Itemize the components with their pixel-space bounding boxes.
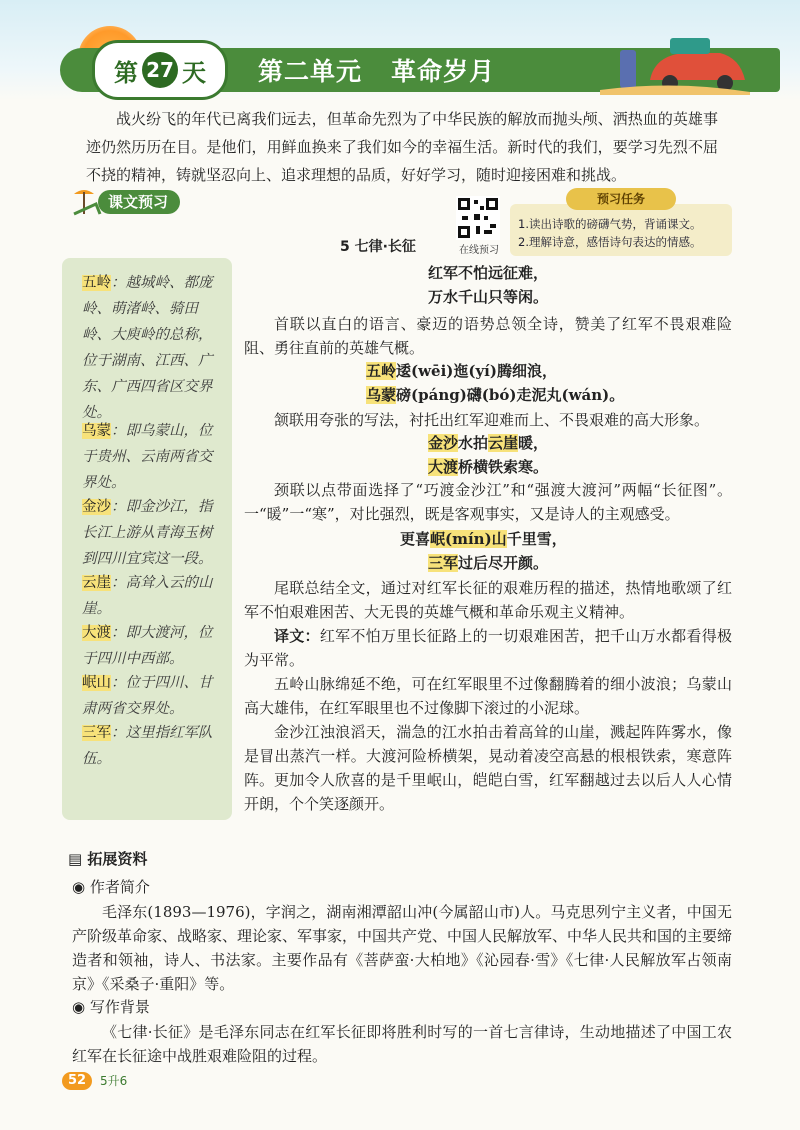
poem-keyword: 金沙	[428, 434, 459, 452]
background-subheading-text: 写作背景	[89, 998, 150, 1016]
section-tag-preview	[70, 188, 208, 218]
translation-paragraph: 更加令人欣喜的是千里岷山，皑皑白雪，红军翻越过去以后人人心情开朗，个个笑逐颜开。	[244, 771, 732, 813]
poem-line-text: 更喜	[400, 530, 431, 548]
poem-keyword: 岷(mín)山	[430, 530, 507, 548]
author-subheading	[72, 876, 150, 897]
page-number: 52	[62, 1072, 92, 1090]
poem-line-text: 磅(páng)礴(bó)走泥丸(wán)。	[396, 386, 625, 404]
section-label: 课文预习	[98, 190, 180, 214]
poem-keyword: 大渡	[428, 458, 459, 476]
poem-line-text: 水拍	[458, 434, 489, 452]
note-text: ：即金沙江，指长江上游从青海玉树到四川宜宾这一段。	[82, 499, 213, 567]
poem-line: 万水千山只等闲。	[428, 288, 549, 306]
preview-task-body	[510, 204, 732, 256]
note-text: ：这里指红军队伍。	[82, 725, 213, 767]
pen-icon: ◉	[72, 998, 90, 1016]
annotation-sidebar	[62, 258, 232, 820]
commentary: 尾联总结全文，通过对红军长征的艰难历程的描述，热情地歌颂了红军不怕艰难困苦、大无畏的英雄气概和革命乐观主义精神。	[244, 579, 732, 621]
extension-heading	[68, 848, 147, 869]
note-text: ：即乌蒙山，位于贵州、云南两省交界处。	[82, 423, 213, 491]
note-text: ：越城岭、都庞岭、萌渚岭、骑田岭、大庾岭的总称，位于湖南、江西、广东、广西四省区交界处。	[82, 275, 213, 421]
note-item	[82, 570, 222, 622]
note-item	[82, 418, 222, 496]
poem-line	[366, 360, 557, 381]
background-subheading	[72, 996, 150, 1017]
commentary: 颔联用夸张的写法，衬托出红军迎难而上、不畏艰难的高大形象。	[274, 411, 710, 429]
qr-label: 在线预习	[459, 245, 499, 256]
note-text: ：位于四川、甘肃两省交界处。	[82, 675, 213, 717]
day-suffix: 天	[182, 58, 206, 87]
note-term: 五岭	[82, 275, 111, 291]
translation-paragraph: 五岭山脉绵延不绝，可在红军眼里不过像翻腾着的细小波浪；乌蒙山高大雄伟，在红军眼里也不过像脚下滚过的小泥球。	[244, 675, 732, 717]
poem-line: 红军不怕远征难，	[428, 264, 549, 282]
poem-line-text: 千里雪，	[506, 530, 567, 548]
day-number: 27	[142, 52, 178, 88]
preview-task-item: 2.理解诗意，感悟诗句表达的情感。	[518, 235, 702, 249]
translation-text: 红军不怕万里长征路上的一切艰难困苦，把千山万水都看得极为平常。	[244, 627, 732, 669]
note-text: ：即大渡河，位于四川中西部。	[82, 625, 213, 667]
document-icon: ▤	[68, 850, 88, 868]
poem-line	[366, 384, 624, 405]
preview-task-box	[510, 192, 732, 258]
poem-line	[400, 528, 567, 549]
travel-car-illustration	[600, 20, 750, 95]
poem-line	[428, 456, 548, 477]
translation-label: 译文：	[274, 627, 320, 645]
commentary: 首联以直白的语言、豪迈的语势总领全诗，赞美了红军不畏艰难险阻、勇往直前的英雄气概。	[244, 315, 732, 357]
poem-keyword: 五岭	[366, 362, 397, 380]
note-item	[82, 620, 222, 672]
note-term: 乌蒙	[82, 423, 111, 439]
note-text: ：高耸入云的山崖。	[82, 575, 213, 617]
note-term: 三军	[82, 725, 111, 741]
poem-title: 5 七律·长征	[340, 239, 416, 255]
person-icon: ◉	[72, 878, 90, 896]
note-item	[82, 270, 222, 426]
day-badge	[92, 40, 228, 100]
poem-line-text: 逶(wēi)迤(yí)腾细浪，	[396, 362, 557, 380]
qr-code-icon[interactable]	[456, 196, 500, 240]
poem-keyword: 乌蒙	[366, 386, 397, 404]
commentary: 颈联以点带面选择了“巧渡金沙江”和“强渡大渡河”两幅“长征图”。一“暖”一“寒”，对比强烈，既是客观事实，又是诗人的主观感受。	[244, 481, 732, 523]
translation-paragraph	[244, 624, 732, 672]
extension-heading-text: 拓展资料	[87, 850, 148, 868]
note-term: 金沙	[82, 499, 111, 515]
poem-keyword: 三军	[428, 554, 459, 572]
preview-task-title: 预习任务	[566, 188, 676, 210]
translation-paragraph: 金沙江浊浪滔天，湍急的江水拍击着高耸的山崖，溅起阵阵雾水，像是冒出蒸汽一样。大渡河险桥横架，晃动着凌空高悬的根根铁索，寒意阵阵。	[244, 723, 732, 789]
intro-paragraph: 战火纷飞的年代已离我们远去，但革命先烈为了中华民族的解放而抛头颅、洒热血的英雄事迹仍然历历在目。是他们，用鲜血换来了我们如今的幸福生活。新时代的我们，要学习先烈不屈不挠的精神，铸就坚忍向上、追求理想的品质，好好学习，随时迎接困难和挑战。	[86, 110, 718, 184]
day-prefix: 第	[114, 58, 138, 87]
poem-line	[428, 432, 548, 453]
note-item	[82, 494, 222, 572]
note-term: 大渡	[82, 625, 111, 641]
note-item	[82, 670, 222, 722]
note-term: 云崖	[82, 575, 111, 591]
poem-line-text: 过后尽开颜。	[458, 554, 549, 572]
grade-label: 5升6	[100, 1074, 128, 1088]
note-item	[82, 720, 222, 772]
poem-keyword: 云崖	[488, 434, 519, 452]
background-paragraph: 《七律·长征》是毛泽东同志在红军长征即将胜利时写的一首七言律诗，生动地描述了中国工农红军在长征途中战胜艰难险阻的过程。	[72, 1023, 732, 1065]
poem-line-text: 桥横铁索寒。	[458, 458, 549, 476]
author-subheading-text: 作者简介	[89, 878, 150, 896]
poem-line	[428, 552, 548, 573]
poem-line-text: 暖，	[518, 434, 549, 452]
preview-task-item: 1.读出诗歌的磅礴气势，背诵课文。	[518, 217, 702, 231]
note-term: 岷山	[82, 675, 111, 691]
unit-title: 第二单元 革命岁月	[258, 57, 496, 86]
author-paragraph: 毛泽东(1893—1976)，字润之，湖南湘潭韶山冲(今属韶山市)人。马克思列宁主义者，中国无产阶级革命家、战略家、理论家、军事家，中国共产党、中国人民解放军、中华人民共和国的主要缔造者和领袖，诗人、书法家。主要作品有《菩萨蛮·大柏地》《沁园春·雪》《七律·人民解放军占领南京》《采桑子·重阳》等。	[72, 903, 733, 993]
